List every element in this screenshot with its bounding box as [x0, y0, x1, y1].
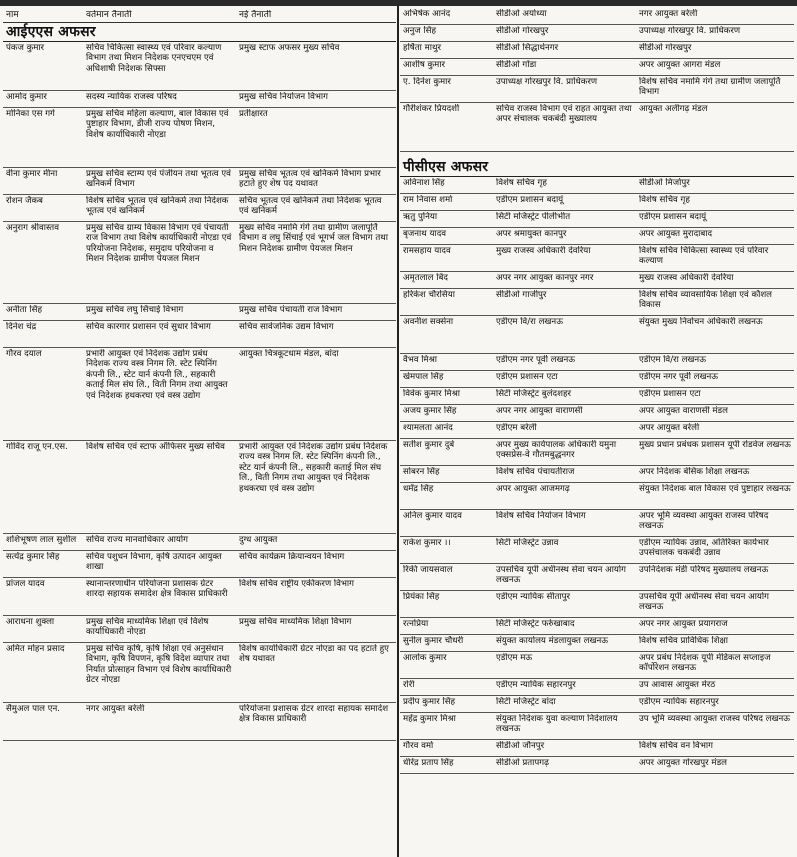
new-posting: विशेष सचिव वन विभाग: [639, 741, 713, 751]
current-posting: अपर मुख्य कार्यपालक अधिकारी यमुना एक्सप्रेस-वे गौतमबुद्धनगर: [496, 440, 617, 461]
table-row: [400, 635, 794, 652]
table-row: [400, 8, 794, 25]
officer-name: अनीता सिंह: [6, 305, 43, 315]
new-posting: एडीएम न्यायिक सहारनपुर: [639, 697, 719, 707]
current-posting: एडीएम बरेली: [496, 423, 537, 433]
ias-left-rows: [3, 42, 396, 741]
current-posting: प्रमुख सचिव महिला कल्याण, बाल विकास एवं पुष्टाहार विभाग, डीजी राज्य पोषण मिशन, विशेष कार्याधिकारी नोएडा: [86, 109, 229, 140]
table-row: [3, 108, 396, 168]
header-name: नाम: [6, 10, 19, 20]
new-posting: उपनिदेशक मंडी परिषद मुख्यालय लखनऊ: [639, 565, 769, 575]
officer-name: आलोक कुमार: [403, 653, 447, 663]
current-posting: सिटी मजिस्ट्रेट बांदा: [496, 697, 556, 707]
current-posting: मुख्य राजस्व अधिकारी देवरिया: [496, 246, 591, 256]
table-row: [400, 591, 794, 618]
table-header: [3, 8, 396, 23]
new-posting: प्रमुख सचिव भूतत्व एवं खनिकर्म विभाग प्रभार हटाते हुए शेष पद यथावत: [239, 169, 381, 190]
table-row: [400, 228, 794, 245]
table-row: [400, 388, 794, 405]
officer-name: प्रांजल यादव: [6, 579, 45, 589]
table-row: [400, 177, 794, 194]
new-posting: विशेष सचिव व्यावसायिक शिक्षा एवं कौशल विकास: [639, 290, 773, 311]
current-posting: संयुक्त निदेशक युवा कल्याण निदेशालय लखनऊ: [496, 714, 618, 735]
current-posting: स्थानान्तरणाधीन परियोजना प्रशासक ग्रेटर शारदा सहायक समादेश क्षेत्र विकास प्राधिकारी: [86, 579, 228, 600]
current-posting: उपाध्यक्ष गोरखपुर वि. प्राधिकरण: [496, 77, 598, 87]
officer-name: ए. दिनेश कुमार: [403, 77, 451, 87]
current-posting: एडीएम प्रशासन बदायूं: [496, 195, 564, 205]
current-posting: विशेष सचिव भूतत्व एवं खनिकर्म तथा निदेशक भूतत्व एवं खनिकर्म: [86, 196, 229, 217]
table-row: [3, 348, 396, 441]
officer-name: हरिकेश चौरसिया: [403, 290, 455, 300]
current-posting: सचिव पशुधन विभाग, कृषि उत्पादन आयुक्त शाखा: [86, 552, 222, 573]
new-posting: प्रमुख स्टाफ अफसर मुख्य सचिव: [239, 43, 340, 53]
current-posting: एडीएम न्यायिक सहारनपुर: [496, 680, 576, 690]
current-posting: अपर श्रमायुक्त कानपुर: [496, 229, 567, 239]
officer-name: मोनिका एस गर्ग: [6, 109, 55, 119]
current-posting: सचिव चिकित्सा स्वास्थ्य एवं परिवार कल्याण विभाग तथा मिशन निदेशक एनएचएम एवं अधिशाषी निदेशक सिफ्सा: [86, 43, 222, 74]
current-posting: सीडीओ प्रतापगढ़: [496, 758, 549, 768]
officer-name: अनुराग श्रीवास्तव: [6, 223, 59, 233]
table-row: [400, 59, 794, 76]
table-row: [3, 578, 396, 616]
officer-name: पंकज कुमार: [6, 43, 45, 53]
new-posting: अपर प्रबंध निदेशक यूपी मेडिकल सप्लाइज कॉर्पोरेशन लखनऊ: [639, 653, 771, 674]
new-posting: उप भूमि व्यवस्था आयुक्त राजस्व परिषद लखनऊ: [639, 714, 791, 724]
officer-name: गोविंद राजू एन.एस.: [6, 442, 68, 452]
new-posting: उप आवास आयुक्त मेरठ: [639, 680, 716, 690]
new-posting: विशेष सचिव प्राविधिक शिक्षा: [639, 636, 728, 646]
new-posting: मुख्य राजस्व अधिकारी देवरिया: [639, 273, 734, 283]
officer-name: धर्मेंद्र सिंह: [403, 484, 434, 494]
new-posting: सीडीओ गोरखपुर: [639, 43, 692, 53]
officer-name: अवनीश सक्सेना: [403, 317, 454, 327]
new-posting: अपर आयुक्त गोरखपुर मंडल: [639, 758, 727, 768]
officer-name: आराधना शुक्ला: [6, 617, 55, 627]
current-posting: प्रमुख सचिव माध्यमिक शिक्षा एवं विशेष कार्याधिकारी नोएडा: [86, 617, 209, 638]
table-row: [400, 316, 794, 354]
new-posting: संयुक्त निदेशक बाल विकास एवं पुष्टाहार लखनऊ: [639, 484, 791, 494]
officer-name: आमोद कुमार: [6, 92, 47, 102]
officer-name: सोबरन सिंह: [403, 467, 440, 477]
current-posting: अपर नगर आयुक्त कानपुर नगर: [496, 273, 594, 283]
new-posting: अपर आयुक्त वाराणसी मंडल: [639, 406, 728, 416]
new-posting: एडीएम वि/रा लखनऊ: [639, 355, 706, 365]
current-posting: सचिव राज्य मानवाधिकार आयोग: [86, 535, 188, 545]
new-posting: संयुक्त मुख्य निर्वाचन अधिकारी लखनऊ: [639, 317, 763, 327]
current-posting: उपसचिव यूपी अधीनस्थ सेवा चयन आयोग लखनऊ: [496, 565, 626, 586]
officer-name: हर्षिता माथुर: [403, 43, 441, 53]
new-posting: मुख्य सचिव नमामि गंगे तथा ग्रामीण जलापूर्ति विभाग व लघु सिंचाई एवं भूगर्भ जल विभाग तथा मिशन निदेशक ग्रामीण पेयजल मिशन: [239, 223, 388, 254]
header-new-posting: नई तैनाती: [239, 10, 272, 20]
table-row: [3, 321, 396, 348]
new-posting: उपसचिव यूपी अधीनस्थ सेवा चयन आयोग लखनऊ: [639, 592, 769, 613]
table-row: [400, 245, 794, 272]
table-row: [3, 91, 396, 108]
table-row: [3, 168, 396, 195]
current-posting: विशेष सचिव पंचायतीराज: [496, 467, 575, 477]
new-posting: नगर आयुक्त बरेली: [639, 9, 698, 19]
table-row: [400, 422, 794, 439]
officer-name: अमृतलाल बिंद: [403, 273, 448, 283]
table-row: [400, 371, 794, 388]
officer-name: खेमपाल सिंह: [403, 372, 444, 382]
officer-name: वैभव मिश्रा: [403, 355, 438, 365]
officer-name: शशिभूषण लाल सुशील: [6, 535, 77, 545]
table-row: [400, 757, 794, 774]
new-posting: उपाध्यक्ष गोरखपुर वि. प्राधिकरण: [639, 26, 741, 36]
officer-name: ऋतु पुनिया: [403, 212, 438, 222]
table-row: [3, 304, 396, 321]
officer-name: श्यामलता आनंद: [403, 423, 453, 433]
table-row: [400, 103, 794, 152]
current-posting: सिटी मजिस्ट्रेट उन्नाव: [496, 538, 559, 548]
table-row: [400, 510, 794, 537]
officer-name: सैमुअल पाल एन.: [6, 704, 60, 714]
current-posting: प्रमुख सचिव स्टाम्प एवं पंजीयन तथा भूतत्व एवं खनिकर्म विभाग: [86, 169, 231, 190]
current-posting: सिटी मजिस्ट्रेट पीलीभीत: [496, 212, 571, 222]
new-posting: अपर आयुक्त आगरा मंडल: [639, 60, 721, 70]
table-row: [400, 211, 794, 228]
officer-name: प्रियंका सिंह: [403, 592, 440, 602]
new-posting: विशेष सचिव राष्ट्रीय एकीकरण विभाग: [239, 579, 354, 589]
table-row: [400, 354, 794, 371]
officer-name: राकेश कुमार ।।: [403, 538, 451, 548]
current-posting: सीडीओ गोरखपुर: [496, 26, 549, 36]
table-row: [3, 551, 396, 578]
table-row: [400, 405, 794, 422]
current-posting: प्रमुख सचिव ग्राम्य विकास विभाग एवं पंचायती राज विभाग तथा विशेष कार्याधिकारी नोएडा एवं परियोजना निदेशक, समुदाय परियोजना व मिशन निदेशक ग्रामीण पेयजल मिशन: [86, 223, 232, 265]
current-posting: सचिव राजस्व विभाग एवं राहत आयुक्त तथा अपर संचालक चकबंदी मुख्यालय: [496, 104, 632, 125]
new-posting: अपर आयुक्त मुरादाबाद: [639, 229, 713, 239]
header-current-posting: वर्तमान तैनाती: [86, 10, 132, 20]
left-column: [3, 8, 396, 853]
new-posting: प्रतीक्षारत: [239, 109, 268, 119]
current-posting: एडीएम वि/रा लखनऊ: [496, 317, 563, 327]
table-row: [400, 42, 794, 59]
new-posting: मुख्य प्रधान प्रबंधक प्रशासन यूपी रोडवेज लखनऊ: [639, 440, 791, 450]
current-posting: प्रमुख सचिव कृषि, कृषि शिक्षा एवं अनुसंधान विभाग, कृषि विपणन, कृषि विदेश व्यापार तथा निर्यात प्रोत्साहन विभाग एवं विशेष कार्याधिकारी ग्रेटर नोएडा: [86, 644, 232, 686]
new-posting: विशेष सचिव चिकित्सा स्वास्थ्य एवं परिवार कल्याण: [639, 246, 769, 267]
right-column: [400, 8, 794, 853]
column-divider: [397, 6, 399, 857]
officer-name: गौरव दयाल: [6, 349, 42, 359]
current-posting: नगर आयुक्त बरेली: [86, 704, 145, 714]
new-posting: प्रमुख सचिव पंचायती राज विभाग: [239, 305, 343, 315]
table-row: [400, 537, 794, 564]
new-posting: सीडीओ मिर्जापुर: [639, 178, 690, 188]
officer-name: रोशन जैकब: [6, 196, 43, 206]
new-posting: एडीएम प्रशासन एटा: [639, 389, 701, 399]
officer-name: आशीष कुमार: [403, 60, 446, 70]
officer-name: वीना कुमार मीना: [6, 169, 58, 179]
officer-name: गौरव वर्मा: [403, 741, 434, 751]
table-row: [400, 483, 794, 510]
new-posting: सचिव सार्वजनिक उद्यम विभाग: [239, 322, 334, 332]
officer-name: सत्येंद्र कुमार सिंह: [6, 552, 60, 562]
new-posting: एडीएम प्रशासन बदायूं: [639, 212, 707, 222]
new-posting: अपर आयुक्त बरेली: [639, 423, 700, 433]
current-posting: सीडीओ गाजीपुर: [496, 290, 547, 300]
current-posting: विशेष सचिव नियोजन विभाग: [496, 511, 586, 521]
current-posting: विशेष सचिव एवं स्टाफ ऑफिसर मुख्य सचिव: [86, 442, 225, 452]
current-posting: सीडीओ जौनपुर: [496, 741, 545, 751]
new-posting: आयुक्त अलीगढ़ मंडल: [639, 104, 708, 114]
table-row: [3, 42, 396, 91]
current-posting: एडीएम प्रशासन एटा: [496, 372, 558, 382]
officer-name: रिकी जायसवाल: [403, 565, 453, 575]
table-row: [400, 439, 794, 466]
table-row: [400, 466, 794, 483]
new-posting: विशेष सचिव नमामि गंगे तथा ग्रामीण जलापूर्ति विभाग: [639, 77, 781, 98]
current-posting: सीडीओ गोंडा: [496, 60, 537, 70]
officer-name: रोरी: [403, 680, 415, 690]
officer-name: सुनील कुमार चौधरी: [403, 636, 464, 646]
officer-name: बृजनाथ यादव: [403, 229, 447, 239]
current-posting: अपर नगर आयुक्त वाराणसी: [496, 406, 583, 416]
ias-section-title: आईएएस अफसर: [3, 23, 396, 42]
table-row: [3, 222, 396, 304]
table-row: [400, 272, 794, 289]
new-posting: आयुक्त चित्रकूटधाम मंडल, बांदा: [239, 349, 339, 359]
new-posting: अपर भूमि व्यवस्था आयुक्त राजस्व परिषद लखनऊ: [639, 511, 769, 532]
current-posting: सीडीओ सिद्धार्थनगर: [496, 43, 559, 53]
current-posting: प्रभारी आयुक्त एवं निदेशक उद्योग प्रबंध निदेशक राज्य वस्त्र निगम लि. स्टेट स्पिनिंग कंपनी लि., स्टेट यार्न कंपनी लि., सहकारी कताई मिल संघ लि., विती निगम तथा आयुक्त एवं निदेशक हथकरघा एवं वस्त्र उद्योग: [86, 349, 228, 401]
current-posting: विशेष सचिव गृह: [496, 178, 547, 188]
officer-name: अजय कुमार सिंह: [403, 406, 457, 416]
new-posting: एडीएम नगर पूर्वी लखनऊ: [639, 372, 719, 382]
current-posting: सिटी मजिस्ट्रेट फर्रुखाबाद: [496, 619, 575, 629]
new-posting: प्रभारी आयुक्त एवं निदेशक उद्योग प्रबंध निदेशक राज्य वस्त्र निगम लि. स्टेट स्पिनिंग कंपनी लि., स्टेट यार्न कंपनी लि., सहकारी कताई मिल संघ लि., विती निगम तथा आयुक्त एवं निदेशक हथकरघा एवं वस्त्र उद्योग: [239, 442, 388, 494]
current-posting: एडीएम न्यायिक सीतापुर: [496, 592, 571, 602]
current-posting: संयुक्त कार्यालय मंडलायुक्त लखनऊ: [496, 636, 608, 646]
new-posting: प्रमुख सचिव माध्यमिक शिक्षा विभाग: [239, 617, 352, 627]
table-row: [400, 740, 794, 757]
new-posting: परियोजना प्रशासक ग्रेटर शारदा सहायक समादेश क्षेत्र विकास प्राधिकारी: [239, 704, 389, 725]
officer-name: रत्नप्रिया: [403, 619, 429, 629]
officer-name: राम निवास शर्मा: [403, 195, 453, 205]
new-posting: एडीएम न्यायिक उन्नाव, अतिरिक्त कार्यभार उपसंचालक चकबंदी उन्नाव: [639, 538, 769, 559]
new-posting: अपर नगर आयुक्त प्रयागराज: [639, 619, 728, 629]
officer-name: अनुज सिंह: [403, 26, 437, 36]
officer-name: दिनेश चंद्र: [6, 322, 37, 332]
officer-name: रामसहाय यादव: [403, 246, 451, 256]
new-posting: सचिव कार्यक्रम क्रियान्वयन विभाग: [239, 552, 345, 562]
new-posting: दुग्ध आयुक्त: [239, 535, 278, 545]
new-posting: सचिव भूतत्व एवं खनिकर्म तथा निदेशक भूतत्व एवं खनिकर्म: [239, 196, 382, 217]
table-row: [400, 713, 794, 740]
current-posting: एडीएम नगर पूर्वी लखनऊ: [496, 355, 576, 365]
ias-right-rows: [400, 8, 794, 152]
table-row: [400, 679, 794, 696]
new-posting: अपर निदेशक बेसिक शिक्षा लखनऊ: [639, 467, 750, 477]
officer-name: विवेक कुमार मिश्रा: [403, 389, 461, 399]
table-row: [400, 76, 794, 103]
officer-name: धीरेंद्र प्रताप सिंह: [403, 758, 454, 768]
current-posting: सचिव कारगार प्रशासन एवं सुधार विभाग: [86, 322, 211, 332]
officer-name: महेंद्र कुमार मिश्रा: [403, 714, 456, 724]
current-posting: सिटी मजिस्ट्रेट बुलंदशहर: [496, 389, 572, 399]
table-row: [400, 564, 794, 591]
current-posting: अपर आयुक्त आजमगढ़: [496, 484, 570, 494]
table-row: [400, 194, 794, 211]
table-row: [400, 696, 794, 713]
current-posting: सदस्य न्यायिक राजस्व परिषद: [86, 92, 177, 102]
current-posting: प्रमुख सचिव लघु सिंचाई विभाग: [86, 305, 184, 315]
pcs-rows: [400, 177, 794, 774]
table-row: [3, 703, 396, 741]
new-posting: प्रमुख सचिव नियोजन विभाग: [239, 92, 328, 102]
current-posting: सीडीओ अयोध्या: [496, 9, 547, 19]
officer-name: गौरीशंकर प्रियदर्शी: [403, 104, 460, 114]
table-row: [400, 289, 794, 316]
table-row: [3, 441, 396, 534]
new-posting: विशेष कार्याधिकारी ग्रेटर नोएडा का पद हटाते हुए शेष यथावत: [239, 644, 389, 665]
officer-name: सतीश कुमार दुबे: [403, 440, 455, 450]
officer-name: अविनाश सिंह: [403, 178, 445, 188]
table-row: [3, 534, 396, 551]
table-row: [3, 195, 396, 222]
current-posting: एडीएम मऊ: [496, 653, 533, 663]
officer-name: अभिषेक आनंद: [403, 9, 451, 19]
officer-name: अमित मोहन प्रसाद: [6, 644, 65, 654]
table-row: [400, 25, 794, 42]
pcs-section-title: पीसीएस अफसर: [400, 158, 794, 177]
table-row: [400, 652, 794, 679]
table-row: [3, 643, 396, 703]
table-row: [400, 618, 794, 635]
table-row: [3, 616, 396, 643]
officer-name: प्रदीप कुमार सिंह: [403, 697, 456, 707]
officer-name: अनिल कुमार यादव: [403, 511, 462, 521]
new-posting: विशेष सचिव गृह: [639, 195, 690, 205]
